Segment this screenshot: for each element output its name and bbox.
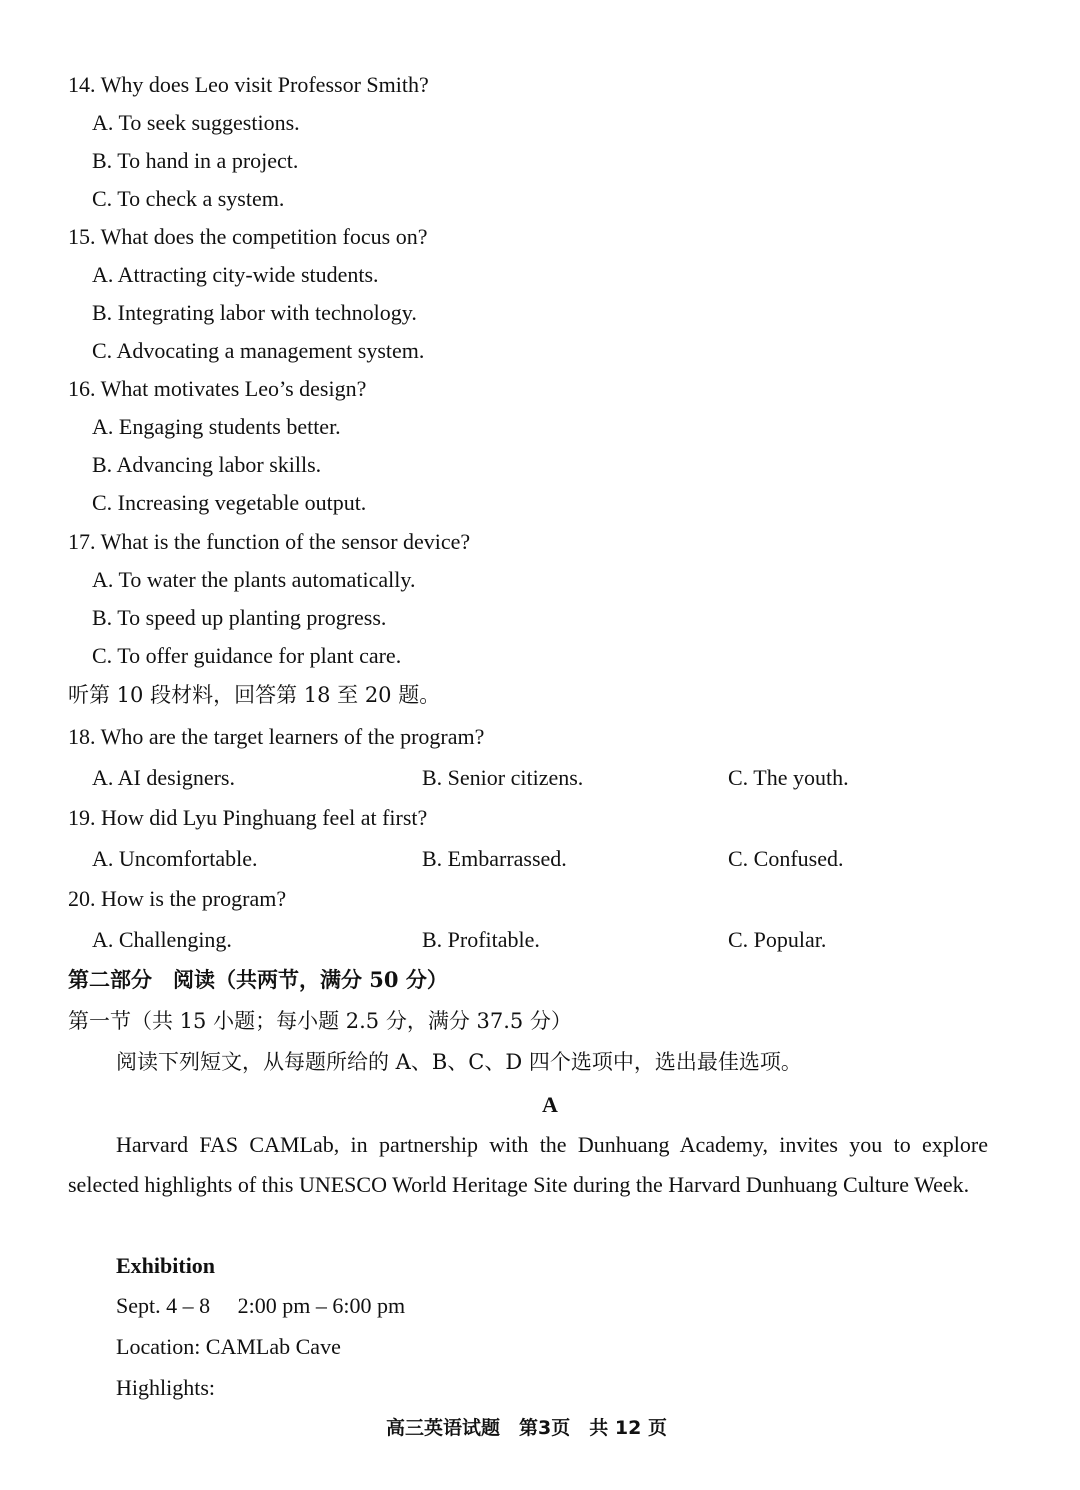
part2-heading: 第二部分 阅读（共两节，满分 50 分） [68, 967, 448, 992]
question-16-stem: 16. What motivates Leo’s design? [68, 376, 367, 401]
question-17-option-c: C. To offer guidance for plant care. [92, 643, 402, 668]
exhibition-time: Sept. 4 – 8 2:00 pm – 6:00 pm [116, 1293, 406, 1318]
question-20-option-a: A. Challenging. [92, 927, 232, 952]
question-16-option-c: C. Increasing vegetable output. [92, 490, 367, 515]
question-15-option-c: C. Advocating a management system. [92, 338, 425, 363]
passage-intro: Harvard FAS CAMLab, in partnership with the Dunhuang Academy, invites you to explore selected highlights of this UNESCO World Heritage Site during the Harvard Dunhuang Culture Week. [68, 1132, 988, 1197]
question-19-option-b: B. Embarrassed. [422, 846, 567, 871]
question-15-option-b: B. Integrating labor with technology. [92, 300, 417, 325]
question-18-option-b: B. Senior citizens. [422, 765, 584, 790]
question-14-option-a: A. To seek suggestions. [92, 110, 300, 135]
exhibition-location: Location: CAMLab Cave [116, 1334, 341, 1359]
question-20-option-c: C. Popular. [728, 927, 827, 952]
question-20-stem: 20. How is the program? [68, 886, 287, 911]
question-18-option-a: A. AI designers. [92, 765, 235, 790]
question-19-option-a: A. Uncomfortable. [92, 846, 258, 871]
question-17-option-a: A. To water the plants automatically. [92, 567, 416, 592]
question-19-stem: 19. How did Lyu Pinghuang feel at first? [68, 805, 428, 830]
question-15-option-a: A. Attracting city-wide students. [92, 262, 379, 287]
exhibition-title: Exhibition [116, 1253, 216, 1278]
question-14-option-c: C. To check a system. [92, 186, 285, 211]
section1-heading: 第一节（共 15 小题；每小题 2.5 分，满分 37.5 分） [68, 1009, 572, 1033]
reading-directions: 阅读下列短文，从每题所给的 A、B、C、D 四个选项中，选出最佳选项。 [116, 1050, 802, 1074]
question-16-option-b: B. Advancing labor skills. [92, 452, 322, 477]
highlights-label: Highlights: [116, 1375, 216, 1400]
question-14-option-b: B. To hand in a project. [92, 148, 299, 173]
question-15-stem: 15. What does the competition focus on? [68, 224, 428, 249]
listening-instruction: 听第 10 段材料，回答第 18 至 20 题。 [68, 683, 441, 707]
question-16-option-a: A. Engaging students better. [92, 414, 341, 439]
question-20-option-b: B. Profitable. [422, 927, 540, 952]
page-footer: 高三英语试题 第3页 共 12 页 [386, 1417, 667, 1439]
question-17-option-b: B. To speed up planting progress. [92, 605, 387, 630]
question-19-option-c: C. Confused. [728, 846, 844, 871]
passage-letter: A [542, 1092, 558, 1117]
question-17-stem: 17. What is the function of the sensor device? [68, 529, 471, 554]
question-14-stem: 14. Why does Leo visit Professor Smith? [68, 72, 429, 97]
question-18-stem: 18. Who are the target learners of the program? [68, 724, 485, 749]
question-18-option-c: C. The youth. [728, 765, 849, 790]
